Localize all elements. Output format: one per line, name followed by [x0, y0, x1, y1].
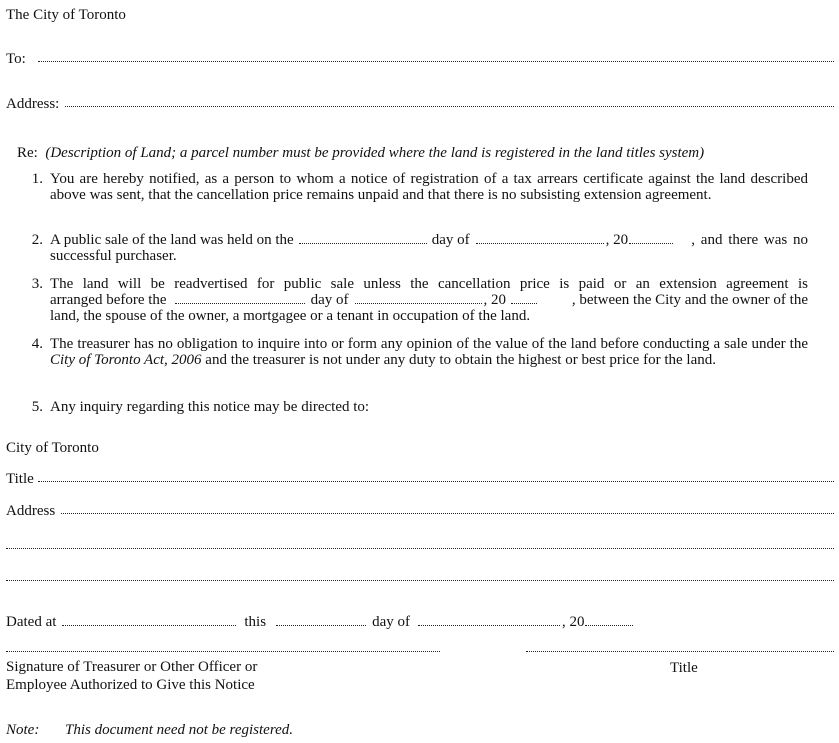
address-field[interactable] [6, 96, 834, 112]
item-text-b: and the treasurer is not under any duty to obtain the highest or best price for the land. [205, 352, 716, 368]
item-text-b: day of [310, 292, 349, 308]
item-line-3: land, the spouse of the owner, a mortgagee or a tenant in occupation of the land. [50, 308, 531, 324]
contact-address-field[interactable] [6, 503, 834, 519]
deadline-day-blank[interactable] [175, 303, 305, 304]
item-number: 4. [31, 336, 43, 352]
item-text-a: arranged before the [50, 292, 167, 308]
item-text-d: , and there was no [691, 232, 808, 248]
contact-address-label: Address [6, 503, 56, 519]
numbered-item-4 [26, 336, 808, 368]
note [6, 722, 293, 738]
note-label: Note: [6, 722, 40, 738]
dated-month-blank[interactable] [418, 625, 560, 626]
dated-at-label: Dated at [6, 614, 57, 630]
item-text-e: successful purchaser. [50, 248, 177, 264]
signature-title-label: Title [670, 660, 698, 676]
sale-month-blank[interactable] [476, 243, 604, 244]
signature-caption-2: Employee Authorized to Give this Notice [6, 677, 255, 693]
item-text: Any inquiry regarding this notice may be directed to: [50, 399, 370, 415]
deadline-year-blank[interactable] [511, 303, 537, 304]
numbered-item-1 [26, 171, 808, 203]
dated-year-prefix: , 20 [561, 614, 585, 630]
item-text-a: The treasurer has no obligation to inquire into or form any opinion of the value of the land before conducting a sale under the [50, 336, 808, 352]
to-label: To: [6, 51, 26, 67]
contact-org: City of Toronto [6, 440, 99, 456]
contact-address-line-3[interactable] [6, 580, 834, 581]
re-line [17, 145, 704, 161]
item-text-c: , 20 [483, 292, 507, 308]
dated-day-of-label: day of [372, 614, 410, 630]
item-number: 5. [31, 399, 43, 415]
dated-this-label: this [244, 614, 267, 630]
item-text-d: , between the City and the owner of the [571, 292, 808, 308]
deadline-month-blank[interactable] [355, 303, 482, 304]
contact-address-dotted-line[interactable] [61, 513, 834, 514]
item-line-1: The land will be readvertised for public sale unless the cancellation price is paid or an extension agreement is [50, 276, 808, 292]
sale-day-blank[interactable] [299, 243, 427, 244]
contact-title-field[interactable] [6, 471, 834, 487]
item-text-a: A public sale of the land was held on the [50, 232, 294, 248]
organization-name: The City of Toronto [6, 7, 126, 23]
re-description: (Description of Land; a parcel number must be provided where the land is registered in the land titles system) [45, 145, 705, 161]
numbered-item-2 [26, 232, 808, 264]
act-name: City of Toronto Act, 2006 [50, 352, 202, 368]
dated-line [6, 614, 633, 630]
signature-title-line[interactable] [526, 651, 834, 652]
item-text-c: , 20 [605, 232, 629, 248]
signature-caption-1: Signature of Treasurer or Other Officer or [6, 659, 258, 675]
dated-year-blank[interactable] [585, 625, 633, 626]
address-dotted-line[interactable] [65, 106, 834, 107]
address-label: Address: [6, 96, 60, 112]
signature-line[interactable] [6, 651, 440, 652]
sale-year-blank[interactable] [629, 243, 673, 244]
item-number: 1. [31, 171, 43, 187]
item-number: 2. [31, 232, 43, 248]
to-field[interactable] [6, 51, 834, 67]
numbered-item-3 [26, 276, 808, 324]
numbered-item-5 [26, 399, 808, 415]
re-label: Re: [17, 145, 38, 161]
note-text: This document need not be registered. [65, 722, 294, 738]
contact-title-label: Title [6, 471, 34, 487]
item-text: You are hereby notified, as a person to whom a notice of registration of a tax arrears certificate against the land described above was sent, that the cancellation price remains unpaid and that there is no subsisting extension agreement. [50, 171, 808, 203]
dated-day-blank[interactable] [276, 625, 366, 626]
to-dotted-line[interactable] [38, 61, 834, 62]
dated-place-blank[interactable] [62, 625, 236, 626]
contact-title-dotted-line[interactable] [38, 481, 834, 482]
contact-address-line-2[interactable] [6, 548, 834, 549]
item-text-b: day of [431, 232, 470, 248]
item-number: 3. [31, 276, 43, 292]
